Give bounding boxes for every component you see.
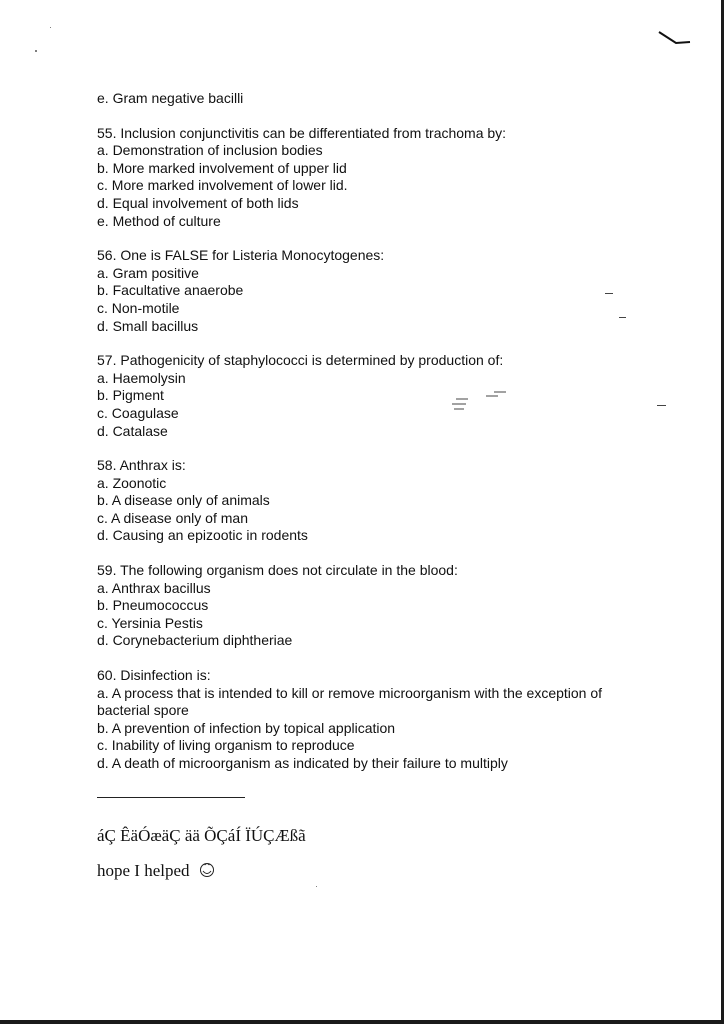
scan-edge-bottom: [0, 1020, 724, 1024]
scan-speck: [35, 50, 37, 52]
option-c: c. Yersinia Pestis: [97, 614, 203, 631]
option-a: a. Haemolysin: [97, 369, 186, 386]
question-text: 55. Inclusion conjunctivitis can be differentiated from trachoma by:: [97, 124, 507, 141]
option-a: a. Demonstration of inclusion bodies: [97, 142, 323, 159]
separator-rule: [97, 797, 245, 798]
option-a: a. Zoonotic: [97, 474, 167, 491]
option-c: c. Coagulase: [97, 404, 179, 421]
question-text: 57. Pathogenicity of staphylococci is determined by production of:: [97, 352, 504, 369]
closing-line: [97, 860, 657, 881]
document-body: [97, 90, 657, 881]
question-text: 60. Disinfection is:: [97, 667, 211, 684]
option-d: d. Equal involvement of both lids: [97, 194, 299, 211]
scan-speck: [316, 886, 317, 887]
option-b: b. Pigment: [97, 387, 164, 404]
question-text: 59. The following organism does not circulate in the blood:: [97, 562, 458, 579]
option-c: c. Non-motile: [97, 299, 180, 316]
option-d: d. A death of microorganism as indicated by their failure to multiply: [97, 755, 508, 771]
option-b: b. Facultative anaerobe: [97, 282, 244, 299]
option-b: b. A disease only of animals: [97, 492, 270, 509]
garbled-closing-line: áÇ ÊäÓæäÇ ää ÕÇáÍ ÏÚÇÆßã: [97, 825, 306, 845]
option-b: b. More marked involvement of upper lid: [97, 159, 347, 176]
option-c: c. Inability of living organism to reproduce: [97, 737, 355, 754]
option-c: c. A disease only of man: [97, 509, 248, 526]
option-a: a. Anthrax bacillus: [97, 579, 211, 596]
scan-speck: [50, 27, 51, 28]
closing-text: hope I helped: [97, 860, 190, 880]
option-d: d. Causing an epizootic in rodents: [97, 527, 308, 544]
option-d: d. Catalase: [97, 422, 168, 439]
question-55: [97, 125, 657, 231]
question-57: [97, 352, 657, 440]
option-a: a. A process that is intended to kill or remove microorganism with the exception of bacterial spore: [97, 684, 603, 719]
option-d: d. Small bacillus: [97, 317, 199, 334]
corner-check-mark-icon: [656, 28, 692, 48]
option-a: a. Gram positive: [97, 264, 199, 281]
question-58: [97, 457, 657, 545]
stray-dash-mark: [657, 405, 666, 406]
option-e: e. Method of culture: [97, 212, 221, 229]
question-text: 56. One is FALSE for Listeria Monocytogenes:: [97, 247, 385, 264]
option-d: d. Corynebacterium diphtheriae: [97, 632, 293, 649]
smiley-icon: [198, 860, 216, 878]
option-c: c. More marked involvement of lower lid.: [97, 177, 348, 194]
option-b: b. Pneumococcus: [97, 597, 209, 614]
question-text: 58. Anthrax is:: [97, 457, 186, 474]
option-b: b. A prevention of infection by topical application: [97, 719, 396, 736]
question-56: [97, 247, 657, 335]
previous-option: e. Gram negative bacilli: [97, 90, 244, 106]
question-59: [97, 562, 657, 650]
question-60: [97, 667, 657, 773]
